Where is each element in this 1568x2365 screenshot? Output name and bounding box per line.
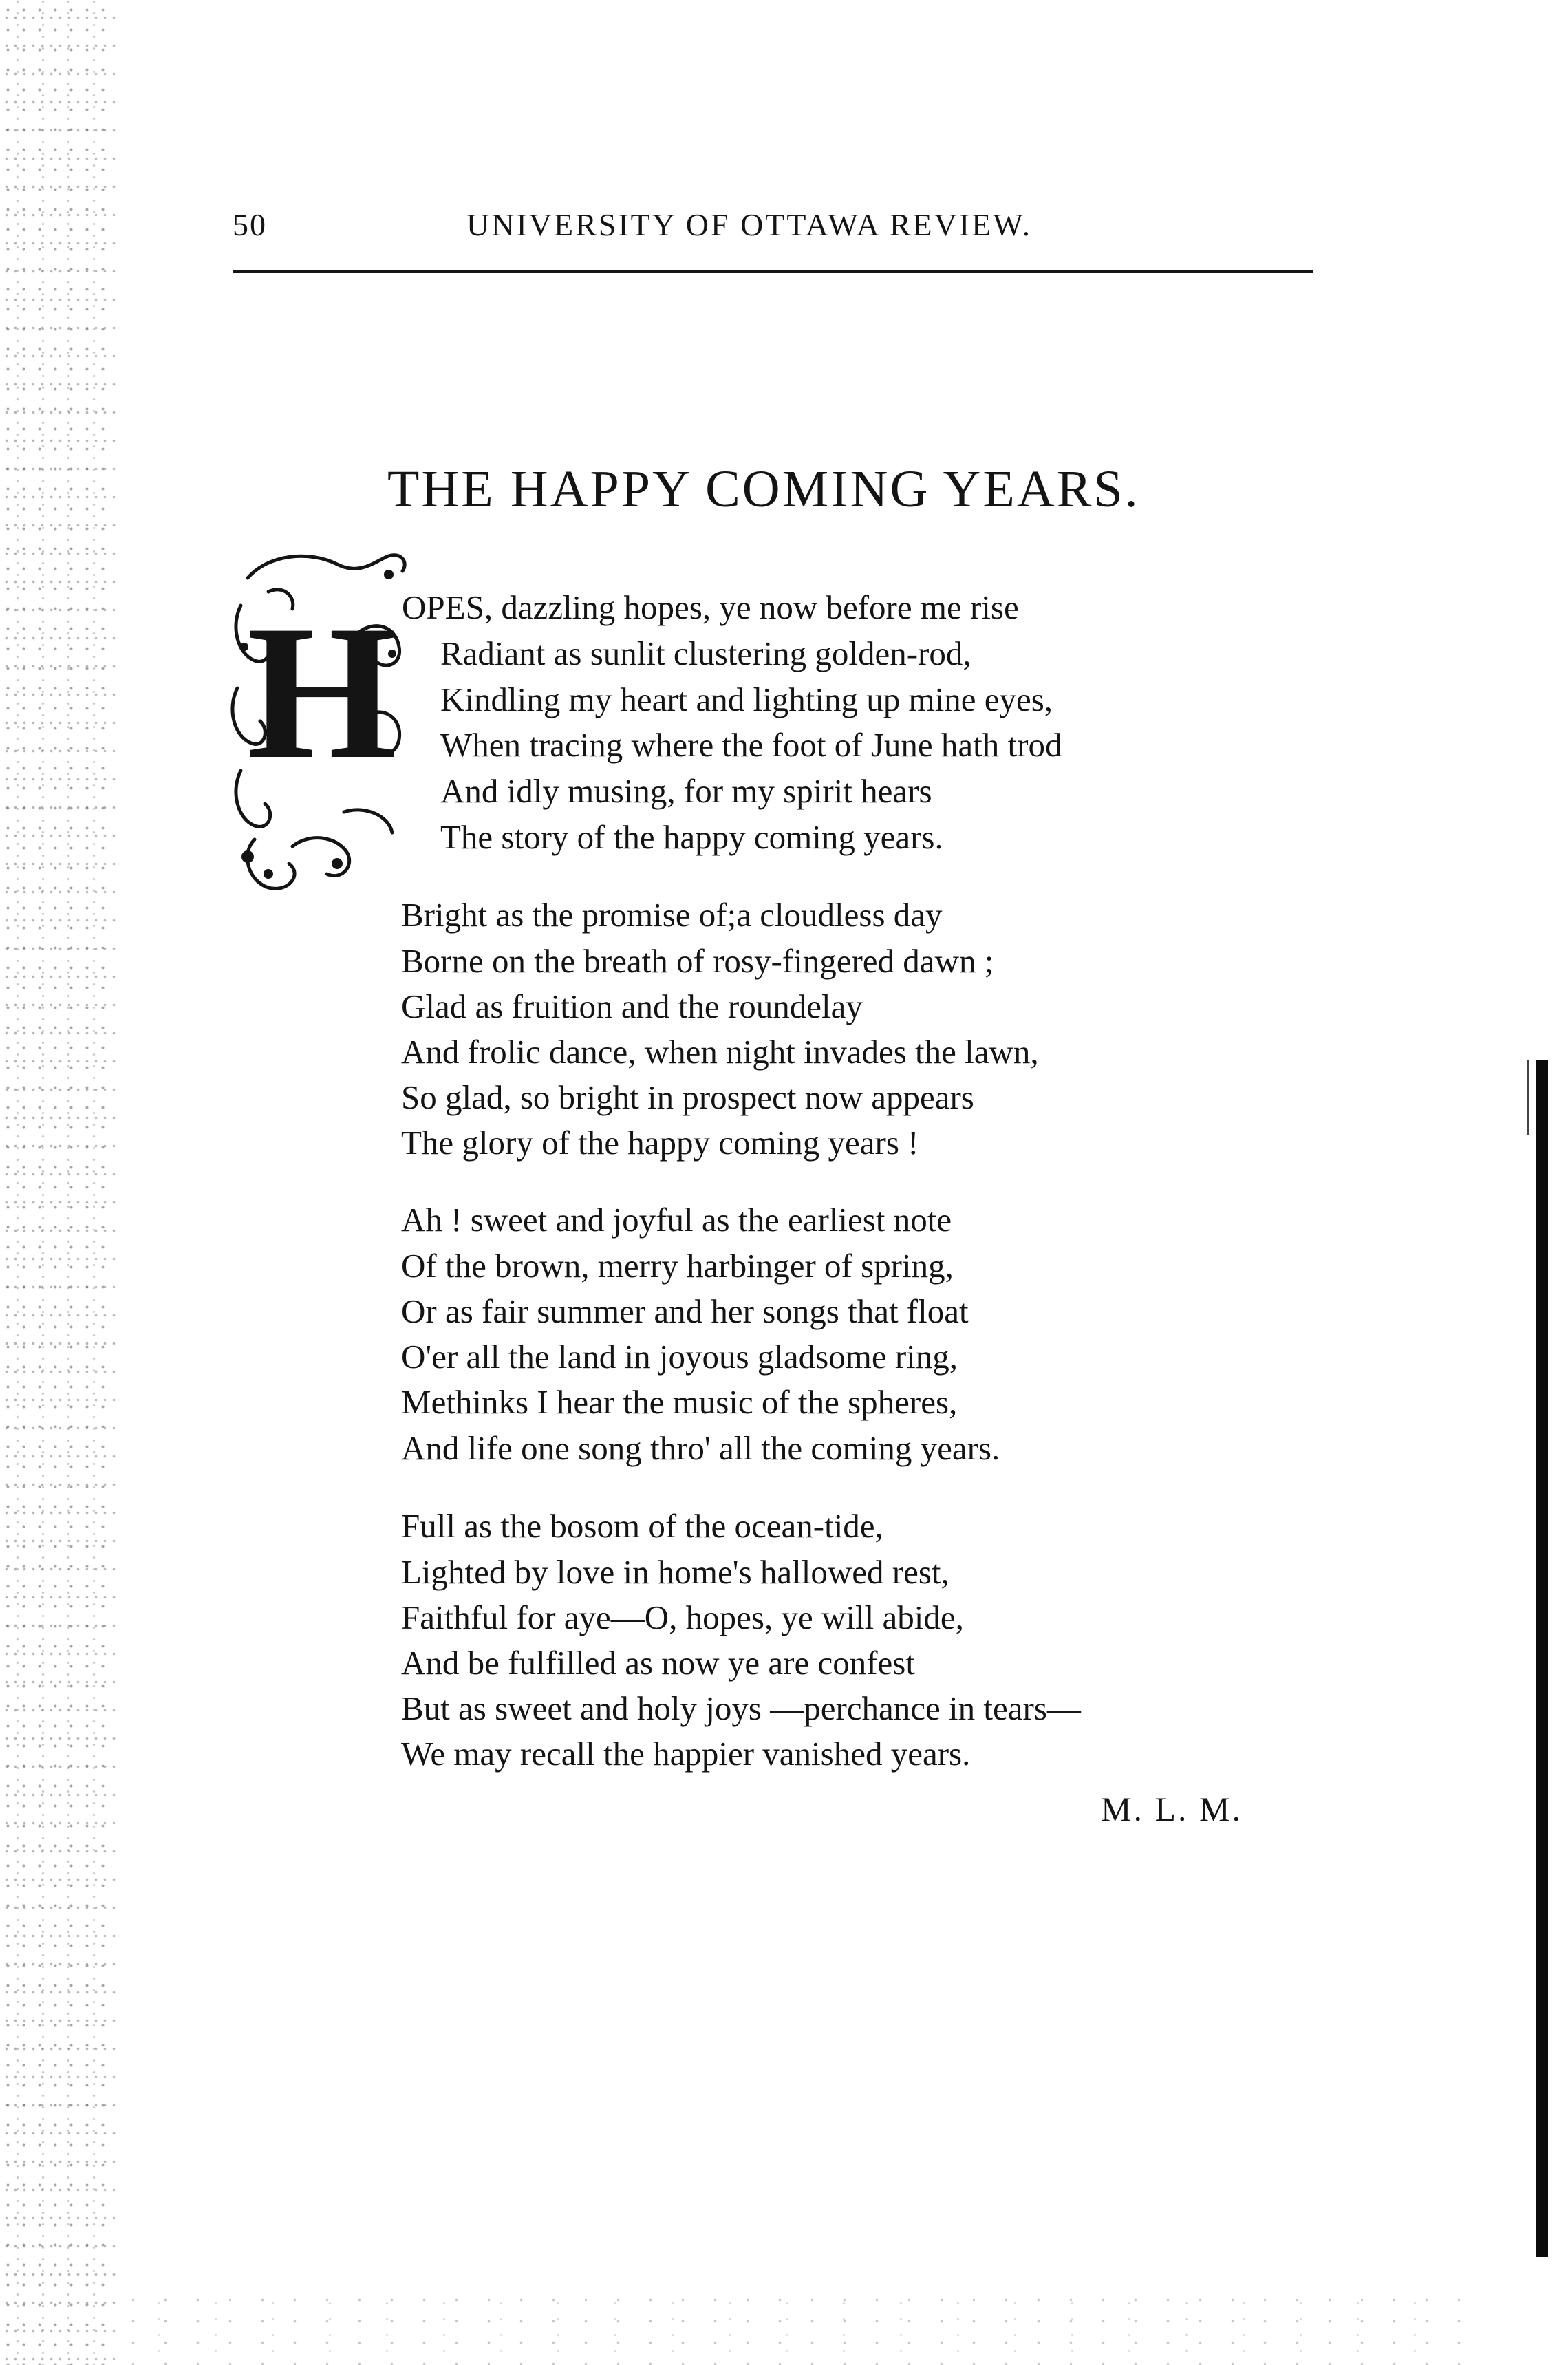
journal-title: UNIVERSITY OF OTTAWA REVIEW. (466, 207, 1032, 242)
poem-line: Radiant as sunlit clustering golden-rod, (440, 634, 971, 672)
poem-line: OPES, dazzling hopes, ye now before me rise (402, 588, 1019, 626)
drop-cap-letter: H (247, 585, 397, 799)
page-number: 50 (233, 207, 267, 242)
poem-line: Of the brown, merry harbinger of spring, (401, 1247, 954, 1285)
poem-line: Or as fair summer and her songs that float (401, 1292, 969, 1330)
poem-title: THE HAPPY COMING YEARS. (387, 460, 1140, 518)
poem-line: Methinks I hear the music of the spheres, (401, 1383, 958, 1421)
poem-line: And life one song thro' all the coming years. (401, 1429, 1000, 1467)
poem-line: The story of the happy coming years. (440, 818, 943, 856)
poem-line: We may recall the happier vanished years. (401, 1735, 971, 1773)
poem-line: Kindling my heart and lighting up mine eyes, (440, 681, 1053, 718)
poem-line: Bright as the promise of;a cloudless day (401, 896, 943, 934)
poem-line: Glad as fruition and the roundelay (401, 987, 863, 1025)
poem-line: O'er all the land in joyous gladsome ring, (401, 1338, 958, 1376)
poem-line: So glad, so bright in prospect now appears (401, 1078, 974, 1116)
poem-line: And be fulfilled as now ye are confest (401, 1644, 915, 1682)
poem-line: Lighted by love in home's hallowed rest, (401, 1553, 949, 1591)
poem-line: Faithful for aye—O, hopes, ye will abide, (401, 1598, 964, 1636)
poem-line: But as sweet and holy joys —perchance in tears— (401, 1689, 1081, 1727)
author-initials: M. L. M. (1101, 1790, 1243, 1828)
poem-line: And idly musing, for my spirit hears (440, 772, 932, 810)
poem-line: Ah ! sweet and joyful as the earliest note (401, 1201, 952, 1239)
poem-line: And frolic dance, when night invades the lawn, (401, 1033, 1039, 1071)
poem-line: Full as the bosom of the ocean-tide, (401, 1507, 883, 1545)
poem-line: Borne on the breath of rosy-fingered dawn ; (401, 942, 994, 980)
poem-line: The glory of the happy coming years ! (401, 1124, 919, 1162)
poem-line: When tracing where the foot of June hath trod (440, 726, 1062, 764)
